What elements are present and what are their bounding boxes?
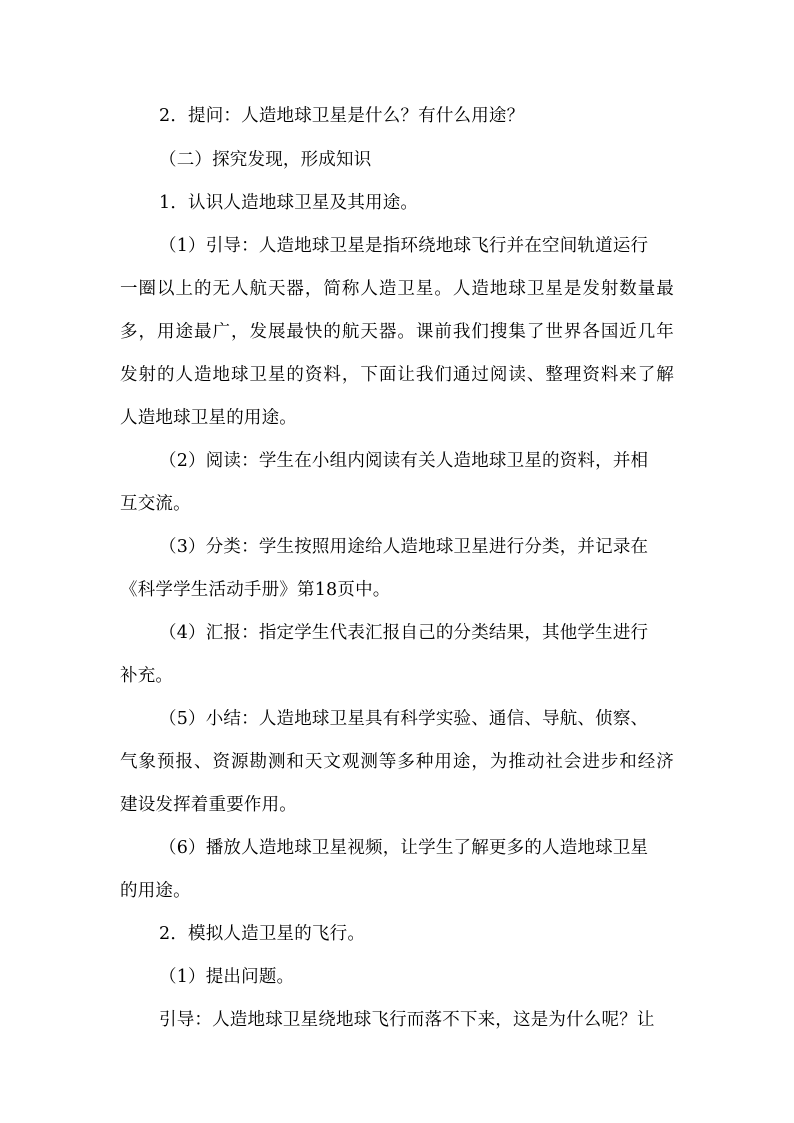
paragraph-line: 一圈以上的无人航天器，简称人造卫星。人造地球卫星是发射数量最	[120, 279, 674, 299]
subsection-heading: 2．模拟人造卫星的飞行。	[159, 924, 366, 944]
paragraph-line: 的用途。	[120, 881, 191, 901]
paragraph-line: 补充。	[120, 666, 174, 686]
paragraph-line: （2）阅读：学生在小组内阅读有关人造地球卫星的资料，并相	[159, 451, 649, 471]
question-line: 2．提问：人造地球卫星是什么？有什么用途？	[159, 106, 525, 126]
section-heading: （二）探究发现，形成知识	[159, 150, 372, 170]
paragraph-line: 发射的人造地球卫星的资料，下面让我们通过阅读、整理资料来了解	[120, 365, 674, 385]
paragraph-line: 互交流。	[120, 494, 191, 514]
paragraph-line: （3）分类：学生按照用途给人造地球卫星进行分类，并记录在	[159, 537, 649, 557]
paragraph-line: 引导：人造地球卫星绕地球飞行而落不下来，这是为什么呢？让	[159, 1010, 655, 1030]
paragraph-line: 人造地球卫星的用途。	[120, 408, 297, 428]
paragraph-line: （1）提出问题。	[159, 967, 295, 987]
paragraph-line: 《科学学生活动手册》第18页中。	[120, 580, 391, 600]
paragraph-line: 气象预报、资源勘测和天文观测等多种用途，为推动社会进步和经济	[120, 752, 674, 772]
paragraph-line: 多，用途最广，发展最快的航天器。课前我们搜集了世界各国近几年	[120, 322, 674, 342]
paragraph-line: （5）小结：人造地球卫星具有科学实验、通信、导航、侦察、	[159, 709, 649, 729]
subsection-heading: 1．认识人造地球卫星及其用途。	[159, 193, 419, 213]
paragraph-line: （6）播放人造地球卫星视频，让学生了解更多的人造地球卫星	[159, 838, 649, 858]
paragraph-line: （4）汇报：指定学生代表汇报自己的分类结果，其他学生进行	[159, 623, 649, 643]
paragraph-line: （1）引导：人造地球卫星是指环绕地球飞行并在空间轨道运行	[159, 236, 649, 256]
paragraph-line: 建设发挥着重要作用。	[120, 795, 297, 815]
